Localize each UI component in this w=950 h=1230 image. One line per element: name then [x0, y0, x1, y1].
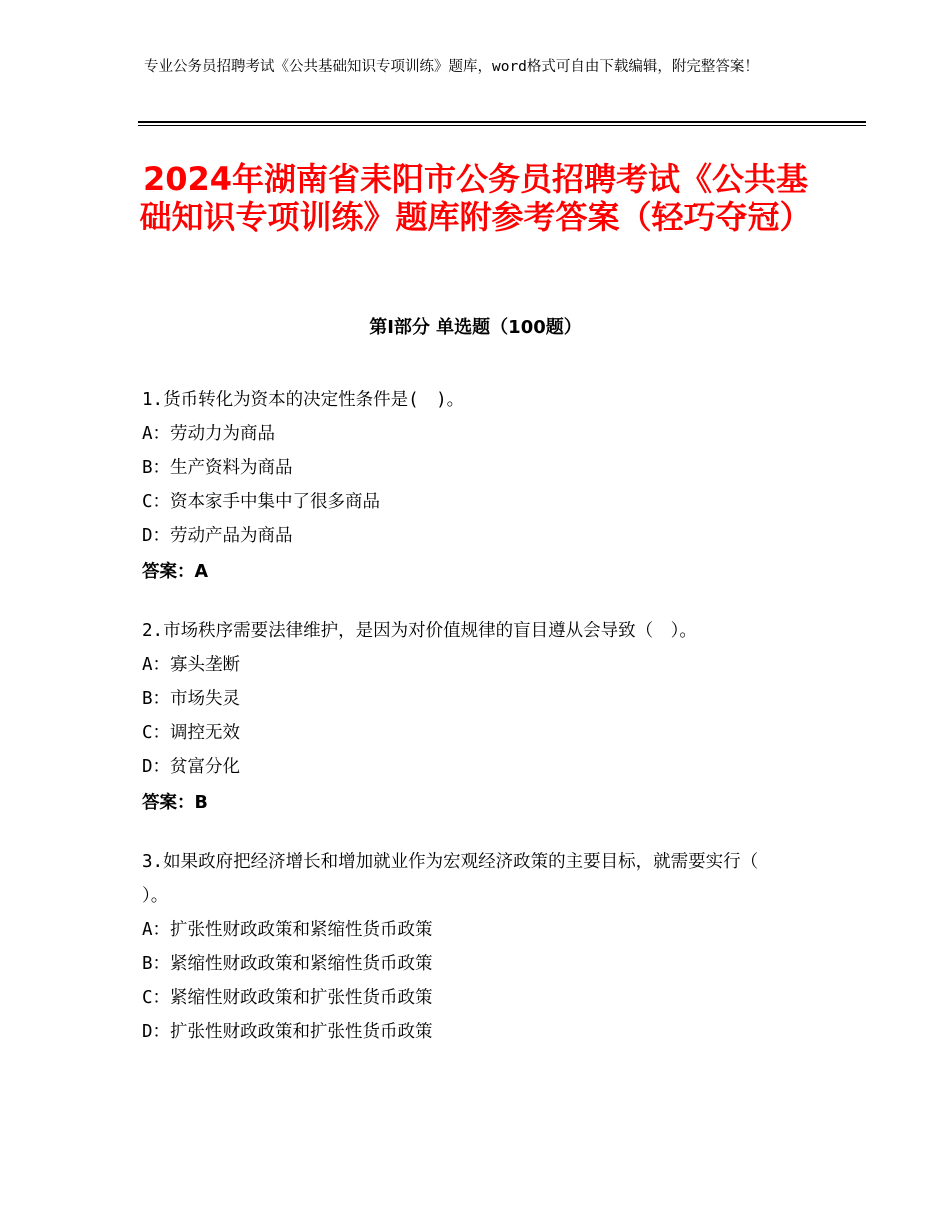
question-3 — [142, 845, 802, 1049]
document-title: 2024年湖南省耒阳市公务员招聘考试《公共基础知识专项训练》题库附参考答案（轻巧夺冠） — [139, 160, 812, 236]
question-2 — [142, 614, 802, 820]
header-note: 专业公务员招聘考试《公共基础知识专项训练》题库，word格式可自由下载编辑，附完整答案！ — [144, 59, 759, 75]
question-list — [142, 383, 802, 1074]
question-stem: 3.如果政府把经济增长和增加就业作为宏观经济政策的主要目标，就需要实行（ ）。 — [142, 852, 794, 906]
option-a: A：寡头垄断 — [142, 655, 241, 675]
option-b: B：市场失灵 — [142, 689, 241, 709]
header-divider-thin — [138, 125, 866, 126]
option-c: C：调控无效 — [142, 723, 241, 743]
option-c: C：紧缩性财政政策和扩张性货币政策 — [142, 988, 433, 1008]
question-stem: 1.货币转化为资本的决定性条件是( )。 — [142, 390, 465, 410]
option-d: D：贫富分化 — [142, 757, 241, 777]
option-d: D：扩张性财政政策和扩张性货币政策 — [142, 1022, 433, 1042]
header-divider-thick — [138, 121, 866, 123]
option-a: A：扩张性财政政策和紧缩性货币政策 — [142, 920, 433, 940]
option-b: B：紧缩性财政政策和紧缩性货币政策 — [142, 954, 433, 974]
option-c: C：资本家手中集中了很多商品 — [142, 492, 381, 512]
answer: 答案：A — [142, 562, 209, 582]
question-1 — [142, 383, 802, 589]
answer: 答案：B — [142, 793, 208, 813]
section-title: 第Ⅰ部分 单选题（100题） — [369, 317, 582, 338]
question-stem: 2.市场秩序需要法律维护，是因为对价值规律的盲目遵从会导致（ ）。 — [142, 621, 697, 641]
option-b: B：生产资料为商品 — [142, 458, 293, 478]
option-d: D：劳动产品为商品 — [142, 526, 293, 546]
option-a: A：劳动力为商品 — [142, 424, 276, 444]
